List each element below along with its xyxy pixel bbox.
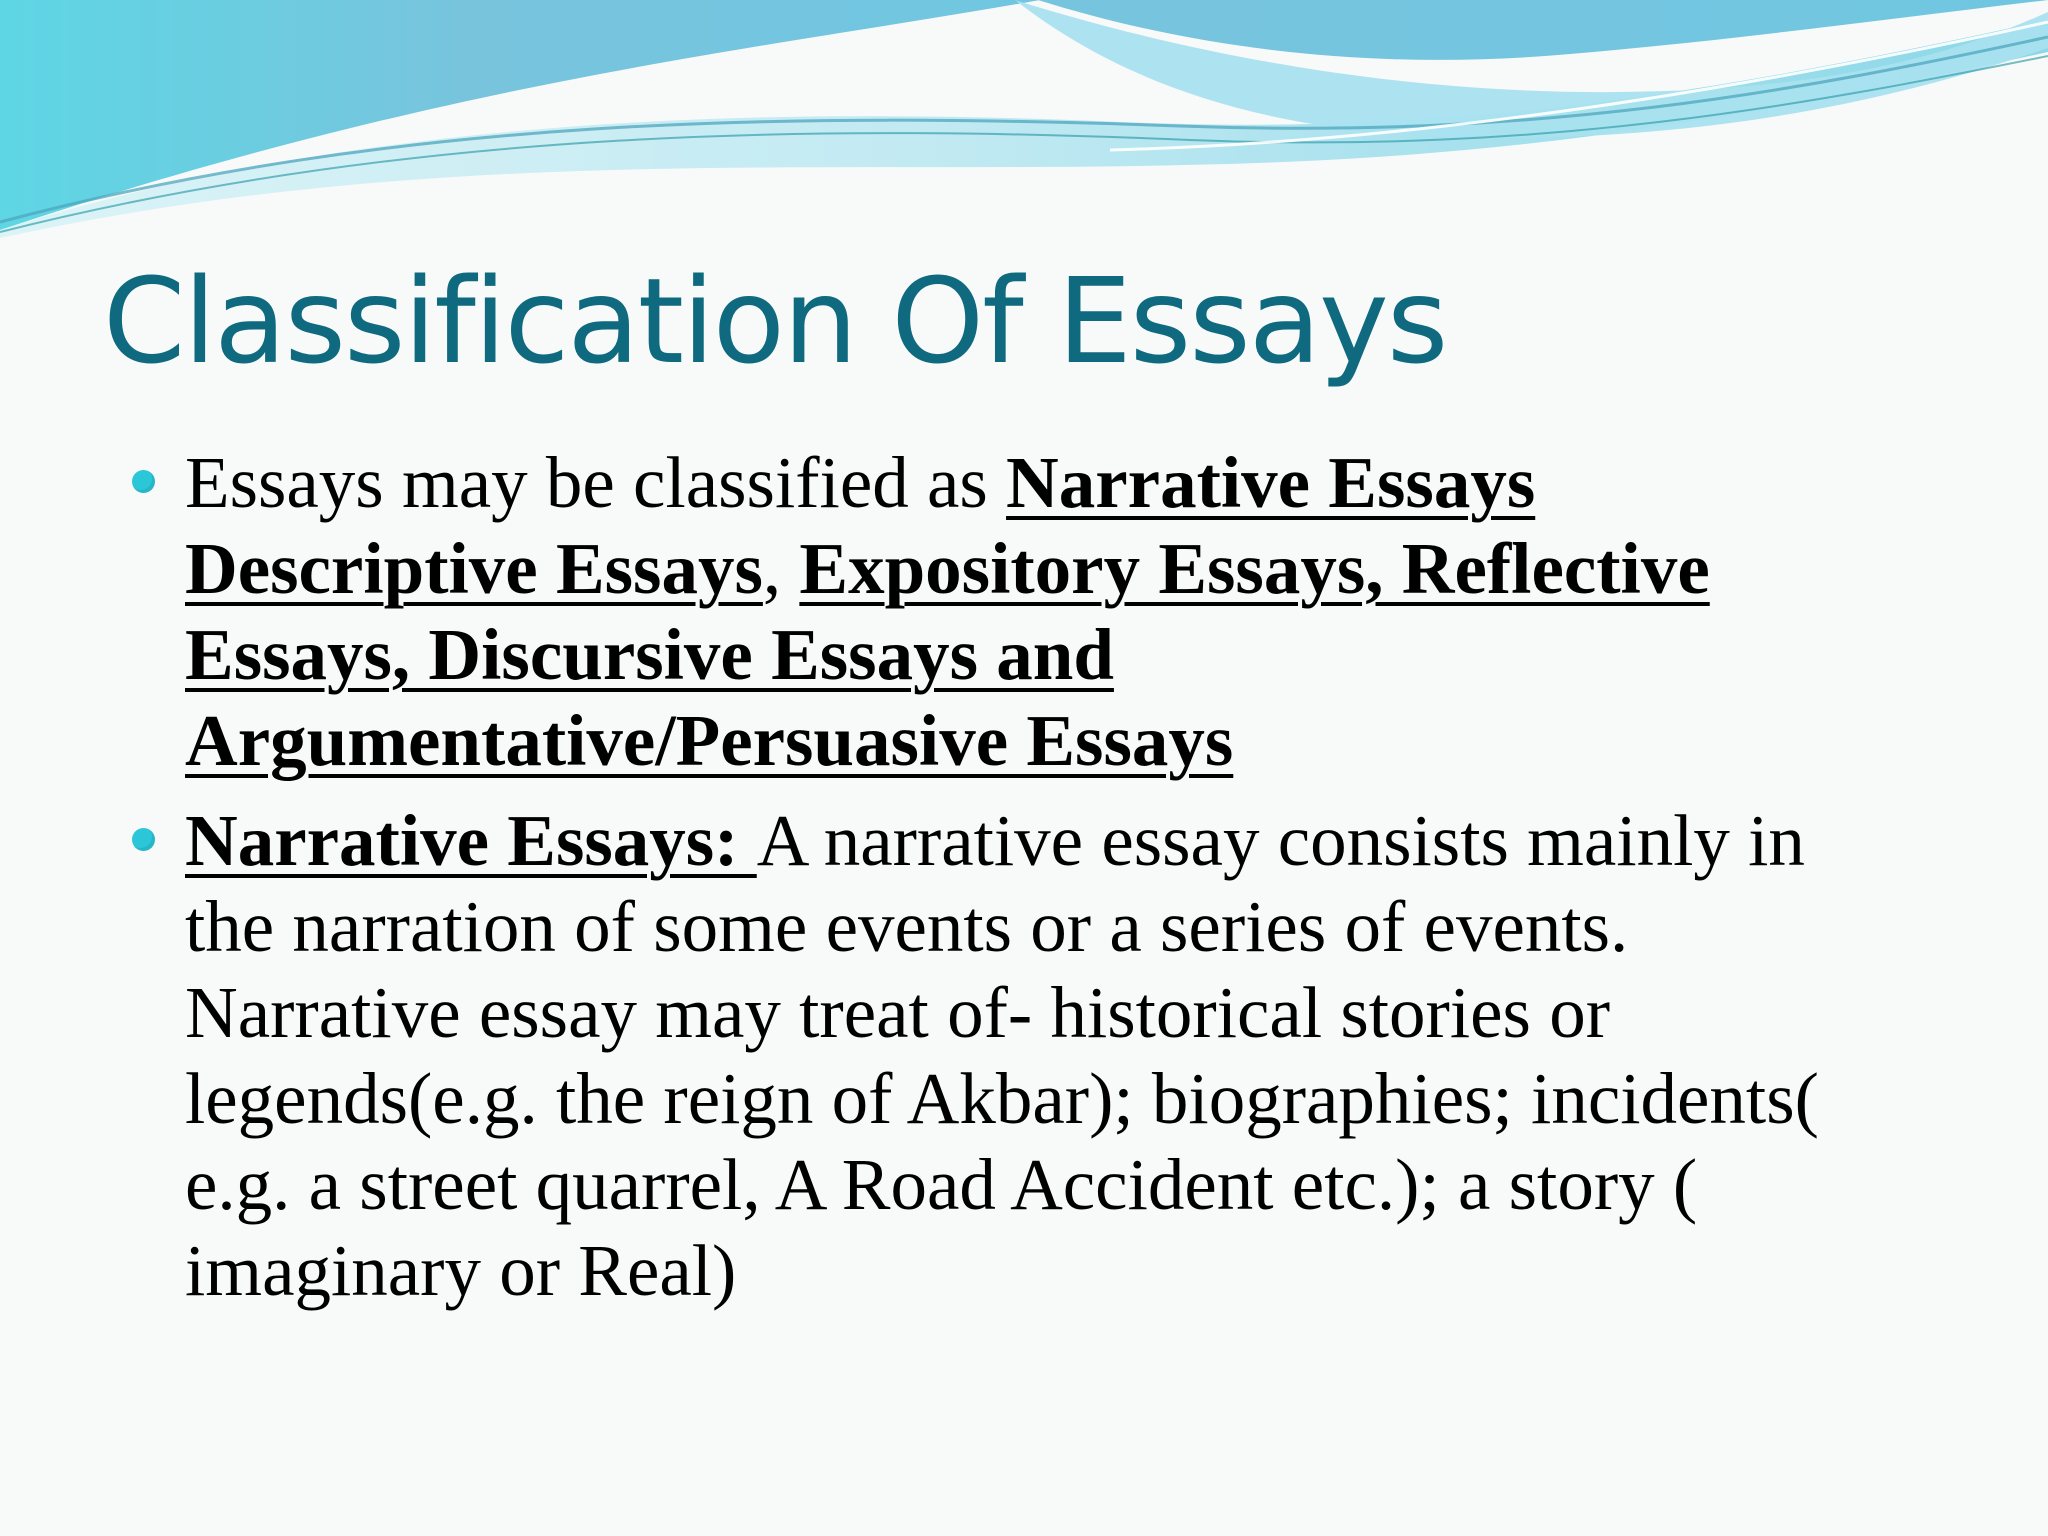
bullet-intro-text: Essays may be classified as — [185, 442, 1007, 523]
bullet-list — [185, 440, 1875, 1328]
narrative-essays-description: A narrative essay consists mainly in the narration of some events or a series of events. Narrative essay may treat of- historical stories or legends(e.g. the reign of Akbar); biographies; incidents( e.g. a street quarrel, A Road Accident etc.); a story ( imaginary or Real) — [185, 800, 1819, 1311]
decorative-wave-header — [0, 0, 2048, 260]
comma-separator: , — [762, 528, 800, 609]
narrative-essays-heading: Narrative Essays: — [185, 800, 757, 881]
remaining-essay-types: Expository Essays, Reflective Essays, Discursive Essays and Argumentative/Persuasive Essays — [185, 528, 1710, 781]
slide-title: Classification Of Essays — [103, 252, 1447, 390]
bullet-item-narrative — [185, 798, 1875, 1314]
bullet-circle-icon — [132, 828, 155, 851]
narrative-descriptive-terms: Narrative Essays Descriptive Essays — [185, 442, 1536, 609]
bullet-circle-icon — [132, 470, 155, 493]
bullet-item-classification — [185, 440, 1875, 784]
